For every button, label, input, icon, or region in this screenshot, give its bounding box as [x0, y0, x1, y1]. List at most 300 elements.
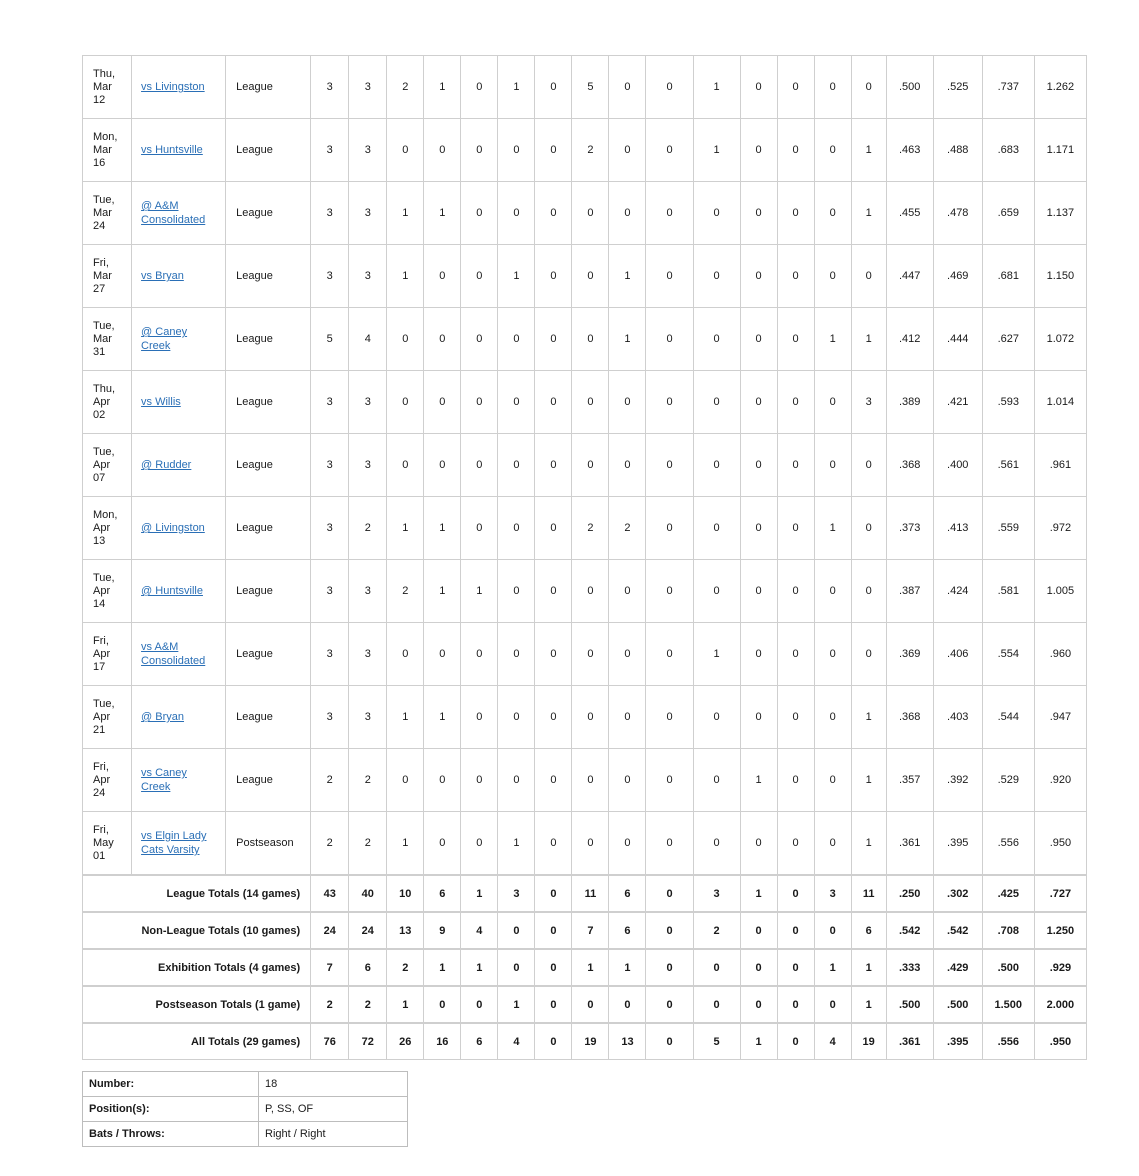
stat-cell: 0	[572, 560, 609, 623]
totals-stat-cell: 1	[424, 949, 461, 986]
totals-stat-cell: 0	[535, 875, 572, 912]
stat-cell: 2	[311, 749, 349, 812]
stat-cell: 0	[572, 812, 609, 876]
game-date-part: Tue,	[93, 571, 115, 584]
stat-cell: 1	[424, 686, 461, 749]
stat-cell: .488	[933, 119, 982, 182]
game-type: League	[226, 308, 311, 371]
stat-cell: 0	[498, 371, 535, 434]
opponent-name-line[interactable]: Consolidated	[141, 214, 206, 226]
totals-stat-cell: .429	[933, 949, 982, 986]
stat-cell: 0	[424, 812, 461, 876]
stat-cell: 0	[535, 812, 572, 876]
game-date-part: Tue,	[93, 193, 115, 206]
stat-cell: 4	[349, 308, 387, 371]
game-type: League	[226, 560, 311, 623]
stat-cell: 1	[609, 308, 646, 371]
stat-cell: 0	[814, 56, 851, 119]
stat-cell: 0	[461, 119, 498, 182]
game-date-part: Thu,	[93, 67, 116, 80]
player-info-container	[82, 1071, 408, 1147]
totals-stat-cell: 1	[740, 875, 777, 912]
opponent-name-line[interactable]: @ Caney	[141, 326, 188, 338]
stat-cell: 0	[609, 434, 646, 497]
totals-stat-cell: 2	[387, 949, 424, 986]
stat-cell: 1	[851, 812, 886, 876]
opponent-link[interactable]	[141, 522, 205, 534]
stat-cell: 5	[572, 56, 609, 119]
stat-cell: .400	[933, 434, 982, 497]
stat-cell: 3	[349, 560, 387, 623]
stat-cell: 0	[777, 686, 814, 749]
opponent-name-line[interactable]: @ Livingston	[141, 522, 205, 534]
stat-cell: 1	[461, 560, 498, 623]
totals-stat-cell: .556	[982, 1023, 1034, 1060]
stat-cell: 0	[572, 434, 609, 497]
totals-stat-cell: 0	[646, 949, 693, 986]
stat-cell: 2	[349, 812, 387, 876]
stat-cell: 0	[646, 434, 693, 497]
stat-cell: 3	[311, 686, 349, 749]
game-date-part: Fri,	[93, 634, 109, 647]
stat-cell: .373	[886, 497, 933, 560]
opponent-link[interactable]	[141, 200, 205, 226]
game-type: League	[226, 749, 311, 812]
stat-cell: 0	[693, 371, 740, 434]
totals-stat-cell: 0	[498, 949, 535, 986]
opponent-link[interactable]	[141, 830, 206, 856]
stat-cell: 0	[851, 560, 886, 623]
totals-stat-cell: 10	[387, 875, 424, 912]
game-type: League	[226, 119, 311, 182]
stat-cell: 1	[498, 56, 535, 119]
game-date-part: Apr	[93, 647, 111, 660]
game-type: League	[226, 182, 311, 245]
opponent-name-line[interactable]: Cats Varsity	[141, 844, 200, 856]
opponent-link[interactable]	[141, 396, 181, 408]
opponent-link[interactable]	[141, 459, 191, 471]
totals-stat-cell: 0	[572, 986, 609, 1023]
stat-cell: 3	[349, 119, 387, 182]
game-row	[83, 560, 1087, 623]
totals-stat-cell: 1	[851, 949, 886, 986]
totals-row	[83, 912, 1087, 949]
stat-cell: 0	[693, 434, 740, 497]
game-row	[83, 812, 1087, 876]
stat-cell: 1	[498, 812, 535, 876]
totals-stat-cell: .333	[886, 949, 933, 986]
totals-stat-cell: 7	[572, 912, 609, 949]
stat-cell: .581	[982, 560, 1034, 623]
stat-cell: 1	[387, 686, 424, 749]
stat-cell: .961	[1034, 434, 1086, 497]
stat-cell: 0	[535, 434, 572, 497]
stat-cell: 0	[535, 371, 572, 434]
game-date	[83, 686, 132, 749]
game-row	[83, 623, 1087, 686]
stat-cell: 3	[349, 371, 387, 434]
stat-cell: 1	[851, 749, 886, 812]
stat-cell: 1	[387, 812, 424, 876]
totals-label: Postseason Totals (1 game)	[83, 986, 311, 1023]
totals-stat-cell: 0	[498, 912, 535, 949]
game-opponent	[132, 182, 226, 245]
game-date-part: 24	[93, 219, 106, 232]
opponent-link[interactable]	[141, 767, 187, 793]
stat-cell: .525	[933, 56, 982, 119]
stat-cell: 0	[693, 560, 740, 623]
stat-cell: 0	[693, 245, 740, 308]
stat-cell: 0	[851, 623, 886, 686]
stat-cell: 3	[311, 560, 349, 623]
totals-stat-cell: 1.500	[982, 986, 1034, 1023]
opponent-name-line[interactable]: Consolidated	[141, 655, 206, 667]
totals-stat-cell: 0	[646, 986, 693, 1023]
stat-cell: 0	[609, 560, 646, 623]
stat-cell: 0	[740, 497, 777, 560]
stat-cell: 1	[424, 497, 461, 560]
stat-cell: .368	[886, 434, 933, 497]
stat-cell: 0	[572, 182, 609, 245]
stat-cell: 0	[646, 119, 693, 182]
stat-cell: 0	[535, 119, 572, 182]
game-date	[83, 182, 132, 245]
stat-cell: 1.072	[1034, 308, 1086, 371]
totals-label: Non-League Totals (10 games)	[83, 912, 311, 949]
totals-stat-cell: 4	[498, 1023, 535, 1060]
opponent-name-line[interactable]: @ Bryan	[141, 711, 185, 723]
stat-cell: .593	[982, 371, 1034, 434]
game-date	[83, 749, 132, 812]
stat-cell: 0	[777, 182, 814, 245]
stat-cell: 0	[777, 308, 814, 371]
totals-stat-cell: 72	[349, 1023, 387, 1060]
totals-stat-cell: 0	[777, 912, 814, 949]
totals-stat-cell: .727	[1034, 875, 1086, 912]
stat-cell: .659	[982, 182, 1034, 245]
stat-cell: 1	[851, 119, 886, 182]
stat-cell: 3	[349, 434, 387, 497]
stat-cell: 2	[349, 749, 387, 812]
stat-cell: 0	[572, 245, 609, 308]
stat-cell: 0	[461, 56, 498, 119]
opponent-name-line[interactable]: vs A&M	[141, 641, 179, 653]
stat-cell: 0	[777, 623, 814, 686]
stat-cell: 1.150	[1034, 245, 1086, 308]
game-date-part: 21	[93, 723, 106, 736]
game-row	[83, 182, 1087, 245]
totals-stat-cell: 3	[814, 875, 851, 912]
totals-stat-cell: 6	[461, 1023, 498, 1060]
stat-cell: 0	[740, 434, 777, 497]
stat-cell: 0	[498, 182, 535, 245]
opponent-name-line[interactable]: Creek	[141, 781, 171, 793]
stat-cell: 0	[814, 371, 851, 434]
stat-cell: 0	[814, 434, 851, 497]
stat-cell: 0	[693, 812, 740, 876]
stat-cell: 0	[740, 371, 777, 434]
game-date-part: 31	[93, 345, 106, 358]
stat-cell: 0	[387, 371, 424, 434]
stat-cell: 0	[814, 749, 851, 812]
game-date-part: Fri,	[93, 256, 109, 269]
game-row	[83, 119, 1087, 182]
totals-stat-cell: .361	[886, 1023, 933, 1060]
stat-cell: 0	[609, 371, 646, 434]
stat-cell: 0	[535, 497, 572, 560]
totals-stat-cell: 1	[814, 949, 851, 986]
stat-cell: 3	[349, 56, 387, 119]
stat-cell: 0	[424, 245, 461, 308]
game-date-part: Mar	[93, 80, 112, 93]
number-value: 18	[259, 1072, 408, 1097]
game-date-part: Apr	[93, 773, 111, 786]
stat-cell: .463	[886, 119, 933, 182]
player-number-row	[83, 1072, 408, 1097]
game-date-part: Tue,	[93, 697, 115, 710]
stat-cell: 0	[609, 182, 646, 245]
opponent-name-line[interactable]: @ Rudder	[141, 459, 192, 471]
stat-cell: 0	[387, 119, 424, 182]
stat-cell: .960	[1034, 623, 1086, 686]
stat-cell: 0	[535, 623, 572, 686]
stat-cell: 3	[311, 623, 349, 686]
stat-cell: 0	[740, 119, 777, 182]
game-opponent	[132, 56, 226, 119]
stat-cell: .369	[886, 623, 933, 686]
number-label: Number:	[83, 1072, 259, 1097]
stat-cell: 2	[311, 812, 349, 876]
game-row	[83, 434, 1087, 497]
stat-cell: 0	[535, 56, 572, 119]
stat-cell: 0	[498, 749, 535, 812]
stat-cell: 0	[609, 56, 646, 119]
game-date-part: Fri,	[93, 823, 109, 836]
stat-cell: 0	[461, 245, 498, 308]
totals-stat-cell: .500	[886, 986, 933, 1023]
game-type: League	[226, 434, 311, 497]
totals-stat-cell: .542	[886, 912, 933, 949]
stat-cell: 0	[461, 623, 498, 686]
game-opponent	[132, 686, 226, 749]
opponent-name-line[interactable]: vs Huntsville	[141, 144, 203, 156]
totals-stat-cell: 6	[424, 875, 461, 912]
stat-cell: .559	[982, 497, 1034, 560]
opponent-link[interactable]	[141, 270, 184, 282]
stat-cell: 0	[777, 119, 814, 182]
totals-stat-cell: .425	[982, 875, 1034, 912]
stat-cell: 0	[535, 245, 572, 308]
game-opponent	[132, 749, 226, 812]
totals-row	[83, 875, 1087, 912]
game-row	[83, 497, 1087, 560]
totals-stat-cell: 7	[311, 949, 349, 986]
stat-cell: 1	[387, 497, 424, 560]
stat-cell: 0	[646, 371, 693, 434]
stat-cell: .406	[933, 623, 982, 686]
game-date-part: 17	[93, 660, 106, 673]
totals-stat-cell: .500	[933, 986, 982, 1023]
game-type: League	[226, 245, 311, 308]
stat-cell: 3	[311, 245, 349, 308]
totals-stat-cell: 0	[777, 1023, 814, 1060]
totals-stat-cell: .929	[1034, 949, 1086, 986]
game-row	[83, 371, 1087, 434]
stat-cell: .357	[886, 749, 933, 812]
totals-stat-cell: 4	[814, 1023, 851, 1060]
game-date-part: Mar	[93, 206, 112, 219]
game-type: League	[226, 686, 311, 749]
stat-cell: 0	[498, 308, 535, 371]
stat-cell: 1.171	[1034, 119, 1086, 182]
game-date	[83, 434, 132, 497]
stat-cell: .424	[933, 560, 982, 623]
totals-stat-cell: 0	[814, 912, 851, 949]
totals-stat-cell: .950	[1034, 1023, 1086, 1060]
stat-cell: 0	[646, 56, 693, 119]
stat-cell: .683	[982, 119, 1034, 182]
totals-stat-cell: 0	[646, 1023, 693, 1060]
stat-cell: 0	[387, 623, 424, 686]
totals-stat-cell: 2	[349, 986, 387, 1023]
game-date-part: Mar	[93, 143, 112, 156]
game-opponent	[132, 812, 226, 876]
opponent-name-line[interactable]: vs Bryan	[141, 270, 184, 282]
stat-cell: 0	[498, 434, 535, 497]
opponent-name-line[interactable]: vs Elgin Lady	[141, 830, 207, 842]
stat-cell: .361	[886, 812, 933, 876]
totals-stat-cell: 0	[535, 986, 572, 1023]
stat-cell: 5	[311, 308, 349, 371]
stat-cell: 0	[777, 245, 814, 308]
stat-cell: 1	[424, 56, 461, 119]
totals-stat-cell: 2	[311, 986, 349, 1023]
stat-cell: 0	[646, 560, 693, 623]
stat-cell: 0	[693, 686, 740, 749]
totals-stat-cell: 0	[814, 986, 851, 1023]
totals-stat-cell: 1	[461, 875, 498, 912]
opponent-name-line[interactable]: Creek	[141, 340, 171, 352]
stat-cell: 0	[498, 119, 535, 182]
totals-stat-cell: 1	[609, 949, 646, 986]
stat-cell: 0	[461, 686, 498, 749]
totals-stat-cell: 19	[572, 1023, 609, 1060]
game-opponent	[132, 308, 226, 371]
opponent-link[interactable]	[141, 326, 187, 352]
stat-cell: 0	[740, 812, 777, 876]
totals-stat-cell: 13	[609, 1023, 646, 1060]
totals-stat-cell: 6	[349, 949, 387, 986]
opponent-link[interactable]	[141, 641, 205, 667]
stat-cell: 0	[777, 812, 814, 876]
stat-cell: 0	[740, 308, 777, 371]
stat-cell: 0	[814, 686, 851, 749]
totals-stat-cell: 3	[498, 875, 535, 912]
stat-cell: 0	[424, 308, 461, 371]
totals-stat-cell: .500	[982, 949, 1034, 986]
stat-cell: .529	[982, 749, 1034, 812]
totals-stat-cell: .302	[933, 875, 982, 912]
stat-cell: 0	[535, 560, 572, 623]
stat-cell: 2	[387, 56, 424, 119]
game-date-part: Apr	[93, 710, 111, 723]
game-date-part: Mon,	[93, 508, 118, 521]
stat-cell: 0	[387, 308, 424, 371]
totals-row	[83, 949, 1087, 986]
stat-cell: 0	[777, 56, 814, 119]
totals-stat-cell: 0	[646, 875, 693, 912]
opponent-link[interactable]	[141, 711, 184, 723]
game-date-part: Mon,	[93, 130, 118, 143]
stat-cell: 0	[740, 560, 777, 623]
positions-label: Position(s):	[83, 1097, 259, 1122]
stat-cell: .389	[886, 371, 933, 434]
stat-cell: .627	[982, 308, 1034, 371]
stat-cell: 0	[693, 749, 740, 812]
stat-cell: 0	[424, 434, 461, 497]
opponent-link[interactable]	[141, 144, 203, 156]
stat-cell: 0	[814, 245, 851, 308]
bats-throws-value: Right / Right	[259, 1122, 408, 1147]
stat-cell: 0	[461, 371, 498, 434]
opponent-name-line[interactable]: @ A&M	[141, 200, 179, 212]
game-date	[83, 56, 132, 119]
game-date-part: Apr	[93, 521, 111, 534]
totals-stat-cell: 0	[693, 949, 740, 986]
stat-cell: .478	[933, 182, 982, 245]
opponent-link[interactable]	[141, 81, 205, 93]
stat-cell: .947	[1034, 686, 1086, 749]
bats-throws-label: Bats / Throws:	[83, 1122, 259, 1147]
opponent-name-line[interactable]: vs Livingston	[141, 81, 205, 93]
game-date-part: 07	[93, 471, 106, 484]
totals-stat-cell: 6	[851, 912, 886, 949]
stat-cell: 0	[646, 749, 693, 812]
stat-cell: 0	[609, 686, 646, 749]
game-row	[83, 749, 1087, 812]
opponent-link[interactable]	[141, 585, 203, 597]
stat-cell: 3	[311, 371, 349, 434]
opponent-name-line[interactable]: vs Willis	[141, 396, 181, 408]
opponent-name-line[interactable]: @ Huntsville	[141, 585, 203, 597]
game-row	[83, 245, 1087, 308]
stat-cell: 1	[740, 749, 777, 812]
stat-cell: .444	[933, 308, 982, 371]
stat-cell: 0	[609, 749, 646, 812]
stat-cell: 0	[535, 749, 572, 812]
totals-stat-cell: 0	[740, 986, 777, 1023]
stat-cell: .972	[1034, 497, 1086, 560]
game-opponent	[132, 623, 226, 686]
stat-cell: 3	[349, 686, 387, 749]
stat-cell: 1.014	[1034, 371, 1086, 434]
totals-label: All Totals (29 games)	[83, 1023, 311, 1060]
stat-cell: 0	[646, 497, 693, 560]
totals-stat-cell: 1	[572, 949, 609, 986]
stat-cell: 0	[777, 371, 814, 434]
stat-cell: 1.262	[1034, 56, 1086, 119]
player-bats-throws-row	[83, 1122, 408, 1147]
game-type: League	[226, 623, 311, 686]
totals-stat-cell: 0	[424, 986, 461, 1023]
stat-cell: 0	[693, 182, 740, 245]
totals-stat-cell: 6	[609, 875, 646, 912]
stat-cell: 1	[387, 182, 424, 245]
stat-cell: 0	[814, 623, 851, 686]
totals-label: Exhibition Totals (4 games)	[83, 949, 311, 986]
stat-cell: .403	[933, 686, 982, 749]
opponent-name-line[interactable]: vs Caney	[141, 767, 187, 779]
